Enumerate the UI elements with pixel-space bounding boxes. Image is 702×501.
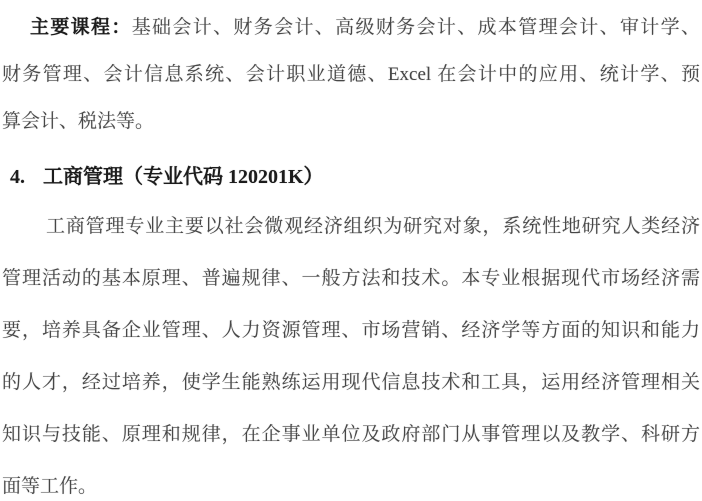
courses-line-2: 财务管理、会计信息系统、会计职业道德、Excel 在会计中的应用、统计学、预 [2, 64, 700, 85]
courses-line-3: 算会计、税法等。 [2, 111, 155, 132]
intro-line-5: 知识与技能、原理和规律，在企事业单位及政府部门从事管理以及教学、科研方 [2, 424, 700, 445]
courses-paragraph [2, 4, 700, 145]
intro-line-3: 要，培养具备企业管理、人力资源管理、市场营销、经济学等方面的知识和能力 [2, 320, 700, 341]
intro-line-1: 工商管理专业主要以社会微观经济组织为研究对象，系统性地研究人类经济 [46, 216, 700, 237]
intro-line-6: 面等工作。 [2, 476, 98, 497]
section-heading-title: 工商管理（专业代码 120201K） [43, 166, 324, 188]
intro-line-2: 管理活动的基本原理、普遍规律、一般方法和技术。本专业根据现代市场经济需 [2, 268, 700, 289]
intro-line-4: 的人才，经过培养，使学生能熟练运用现代信息技术和工具，运用经济管理相关 [2, 372, 700, 393]
intro-paragraph [2, 201, 700, 501]
section-heading-number: 4. [10, 166, 25, 188]
courses-line-1 [2, 4, 700, 51]
courses-lead-label: 主要课程： [30, 17, 132, 38]
courses-line-1-text: 基础会计、财务会计、高级财务会计、成本管理会计、审计学、 [131, 17, 700, 38]
section-heading-business-administration [2, 159, 700, 195]
